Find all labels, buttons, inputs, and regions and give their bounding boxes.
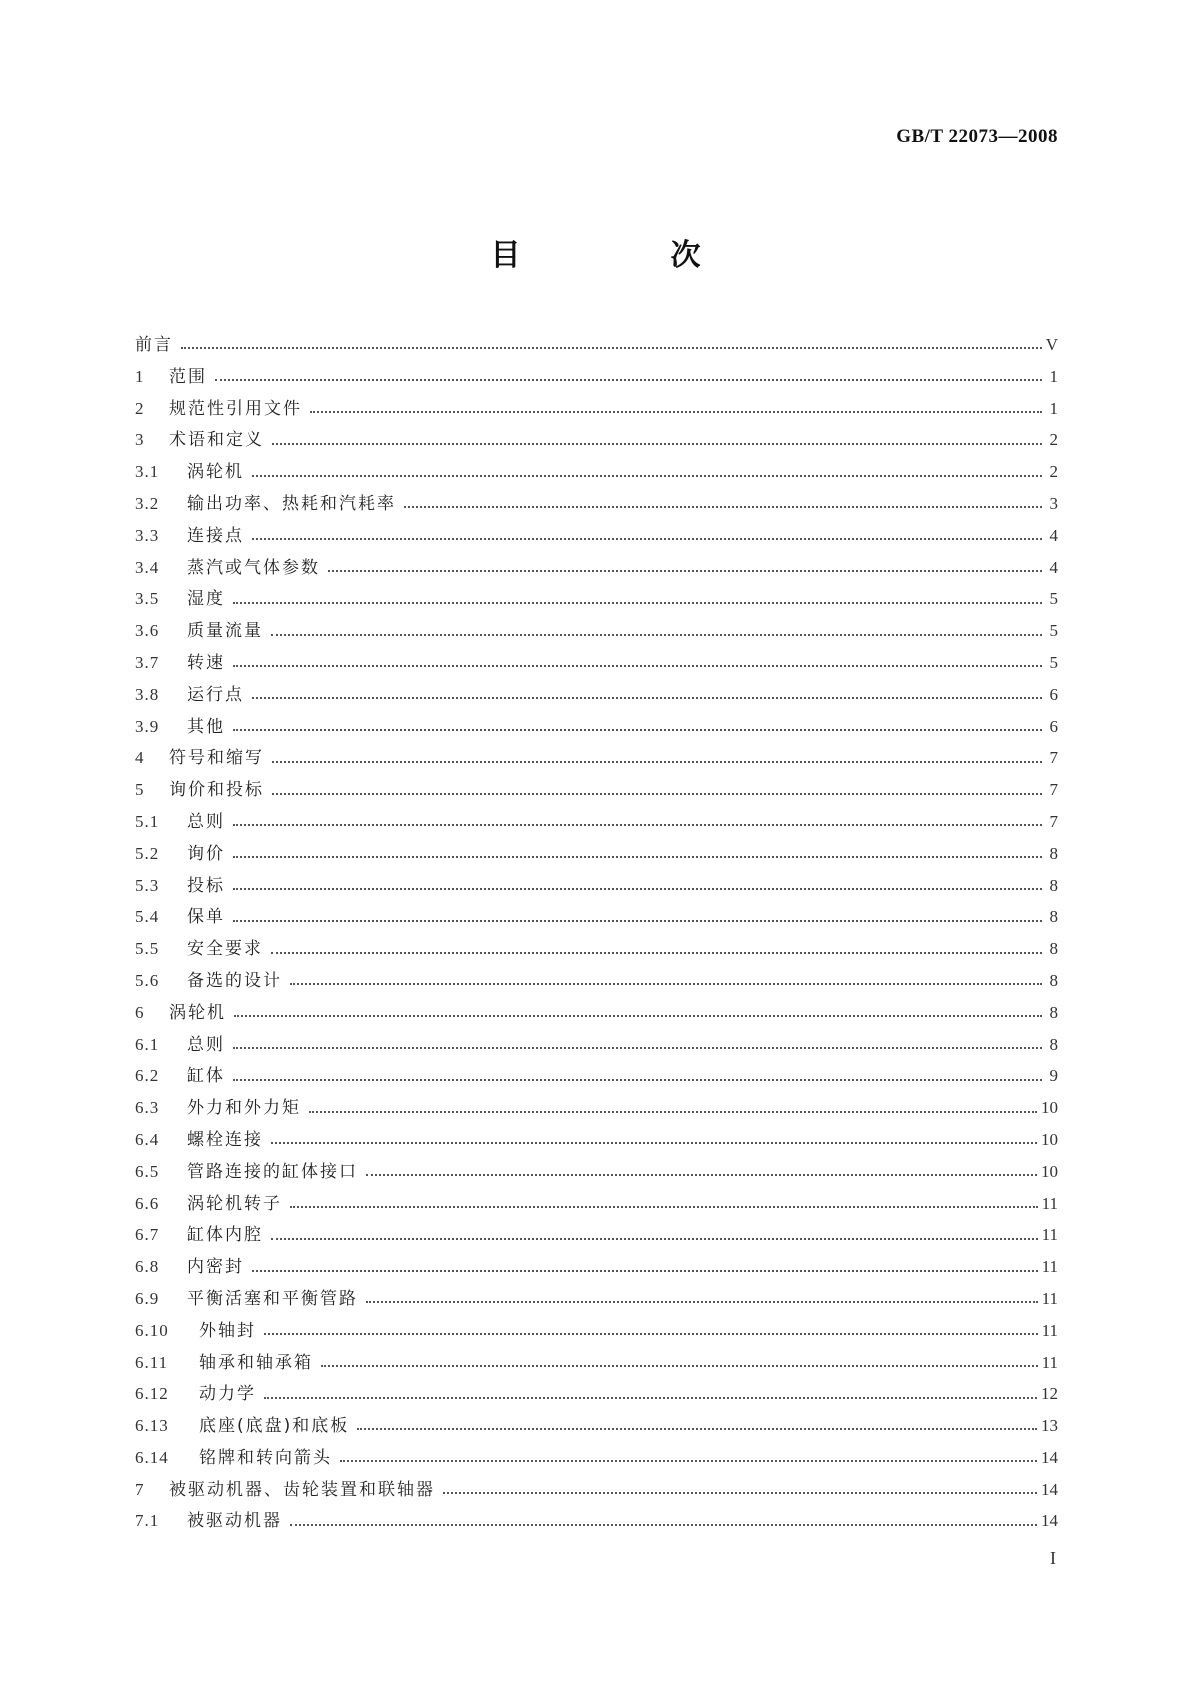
table-of-contents xyxy=(135,329,1058,1537)
toc-entry-label: 询价和投标 xyxy=(169,780,264,801)
toc-entry[interactable] xyxy=(135,711,1058,743)
toc-leader-dots xyxy=(309,1110,1037,1113)
toc-entry-label: 涡轮机 xyxy=(187,462,244,483)
toc-entry[interactable] xyxy=(135,1315,1058,1347)
toc-entry-number: 7 xyxy=(135,1479,145,1499)
toc-entry[interactable] xyxy=(135,424,1058,456)
toc-entry-page: 5 xyxy=(1049,652,1058,672)
toc-entry-page: 10 xyxy=(1041,1098,1058,1118)
toc-entry[interactable] xyxy=(135,679,1058,711)
toc-leader-dots xyxy=(328,569,1042,572)
toc-entry[interactable] xyxy=(135,1378,1058,1410)
toc-leader-dots xyxy=(271,1141,1037,1144)
toc-entry-label: 投标 xyxy=(187,875,225,896)
toc-entry-page: 8 xyxy=(1049,843,1058,863)
standard-code: GB/T 22073—2008 xyxy=(896,126,1058,147)
toc-leader-dots xyxy=(233,919,1042,922)
toc-entry-number: 7.1 xyxy=(135,1511,160,1531)
toc-entry-label: 其他 xyxy=(187,716,225,737)
toc-entry-number: 5.3 xyxy=(135,875,160,895)
toc-leader-dots xyxy=(252,696,1042,699)
toc-entry[interactable] xyxy=(135,1029,1058,1061)
toc-leader-dots xyxy=(271,1237,1038,1240)
toc-leader-dots xyxy=(264,1332,1038,1335)
toc-entry-label: 前言 xyxy=(135,335,173,355)
toc-entry-label: 总则 xyxy=(187,1034,225,1055)
toc-entry[interactable] xyxy=(135,1283,1058,1315)
toc-entry-page: 8 xyxy=(1049,1034,1058,1054)
toc-entry-label: 规范性引用文件 xyxy=(169,398,302,419)
toc-entry-label: 蒸汽或气体参数 xyxy=(187,557,320,578)
toc-entry-label: 湿度 xyxy=(187,589,225,610)
toc-leader-dots xyxy=(233,823,1042,826)
toc-entry-page: 6 xyxy=(1049,716,1058,736)
toc-entry-number: 3.6 xyxy=(135,621,160,641)
toc-entry-page: 4 xyxy=(1049,557,1058,577)
toc-entry-page: 11 xyxy=(1041,1257,1058,1277)
toc-entry-number: 6.7 xyxy=(135,1225,160,1245)
toc-entry[interactable] xyxy=(135,901,1058,933)
toc-entry[interactable] xyxy=(135,965,1058,997)
toc-leader-dots xyxy=(340,1459,1037,1462)
toc-entry-number: 5.5 xyxy=(135,939,160,959)
toc-entry[interactable] xyxy=(135,838,1058,870)
toc-entry-label: 螺栓连接 xyxy=(187,1129,263,1150)
toc-leader-dots xyxy=(252,474,1042,477)
toc-leader-dots xyxy=(290,982,1042,985)
toc-entry-number: 5 xyxy=(135,780,145,800)
toc-entry[interactable] xyxy=(135,1124,1058,1156)
toc-entry-number: 3.1 xyxy=(135,462,160,482)
toc-entry-page: 11 xyxy=(1041,1193,1058,1213)
toc-entry-page: 5 xyxy=(1049,621,1058,641)
toc-entry-number: 3 xyxy=(135,430,145,450)
toc-entry-label: 涡轮机 xyxy=(169,1002,226,1023)
toc-entry-page: 11 xyxy=(1041,1288,1058,1308)
toc-leader-dots xyxy=(264,1396,1037,1399)
toc-leader-dots xyxy=(252,537,1042,540)
toc-entry-number: 3.3 xyxy=(135,525,160,545)
toc-entry-page: 8 xyxy=(1049,970,1058,990)
toc-entry[interactable] xyxy=(135,393,1058,425)
toc-entry-label: 输出功率、热耗和汽耗率 xyxy=(187,493,396,514)
toc-entry[interactable] xyxy=(135,1347,1058,1379)
toc-entry[interactable] xyxy=(135,774,1058,806)
toc-entry[interactable] xyxy=(135,647,1058,679)
toc-entry-label: 底座(底盘)和底板 xyxy=(199,1416,350,1437)
toc-entry-page: 6 xyxy=(1049,684,1058,704)
toc-leader-dots xyxy=(233,664,1042,667)
toc-entry[interactable] xyxy=(135,488,1058,520)
toc-entry-label: 外轴封 xyxy=(199,1320,256,1341)
toc-entry-page: 13 xyxy=(1041,1416,1058,1436)
toc-leader-dots xyxy=(233,1078,1042,1081)
toc-entry-page: 7 xyxy=(1049,748,1058,768)
toc-leader-dots xyxy=(272,442,1042,445)
toc-entry-number: 6.9 xyxy=(135,1288,160,1308)
toc-entry-page: 5 xyxy=(1049,589,1058,609)
toc-entry[interactable] xyxy=(135,933,1058,965)
toc-entry-label: 涡轮机转子 xyxy=(187,1193,282,1214)
toc-entry-page: 14 xyxy=(1041,1479,1058,1499)
toc-entry-label: 动力学 xyxy=(199,1384,256,1405)
toc-entry-page: 3 xyxy=(1049,493,1058,513)
toc-entry-number: 6 xyxy=(135,1002,145,1022)
toc-entry-number: 3.7 xyxy=(135,652,160,672)
toc-entry-label: 询价 xyxy=(187,843,225,864)
toc-leader-dots xyxy=(290,1205,1038,1208)
toc-entry-label: 缸体 xyxy=(187,1066,225,1087)
toc-entry-number: 5.2 xyxy=(135,843,160,863)
toc-entry-number: 6.4 xyxy=(135,1129,160,1149)
toc-entry-label: 被驱动机器 xyxy=(187,1511,282,1532)
toc-entry-number: 6.2 xyxy=(135,1066,160,1086)
toc-entry-label: 缸体内腔 xyxy=(187,1225,263,1246)
toc-leader-dots xyxy=(271,951,1042,954)
toc-entry-label: 管路连接的缸体接口 xyxy=(187,1161,358,1182)
toc-entry[interactable] xyxy=(135,1251,1058,1283)
toc-entry-label: 连接点 xyxy=(187,525,244,546)
toc-entry-number: 1 xyxy=(135,366,145,386)
toc-entry-label: 平衡活塞和平衡管路 xyxy=(187,1288,358,1309)
toc-entry-number: 6.11 xyxy=(135,1352,169,1372)
toc-entry-page: 4 xyxy=(1049,525,1058,545)
toc-entry-page: 8 xyxy=(1049,1002,1058,1022)
toc-entry-page: 8 xyxy=(1049,939,1058,959)
toc-entry-number: 6.8 xyxy=(135,1257,160,1277)
toc-entry-page: 10 xyxy=(1041,1161,1058,1181)
toc-entry-number: 3.9 xyxy=(135,716,160,736)
toc-entry-label: 被驱动机器、齿轮装置和联轴器 xyxy=(169,1479,435,1500)
page-number: I xyxy=(1050,1548,1056,1568)
toc-entry-page: 12 xyxy=(1041,1384,1058,1404)
toc-leader-dots xyxy=(233,855,1042,858)
toc-entry-page: 2 xyxy=(1049,462,1058,482)
toc-entry[interactable] xyxy=(135,456,1058,488)
toc-entry-page: 10 xyxy=(1041,1129,1058,1149)
toc-entry-label: 总则 xyxy=(187,811,225,832)
toc-leader-dots xyxy=(252,1269,1038,1272)
toc-entry-label: 轴承和轴承箱 xyxy=(199,1352,313,1373)
toc-entry-label: 术语和定义 xyxy=(169,430,264,451)
toc-leader-dots xyxy=(404,505,1042,508)
toc-entry-number: 6.14 xyxy=(135,1447,169,1467)
toc-leader-dots xyxy=(233,887,1042,890)
toc-entry-page: 11 xyxy=(1041,1320,1058,1340)
toc-entry-label: 保单 xyxy=(187,907,225,928)
toc-entry-label: 质量流量 xyxy=(187,621,263,642)
toc-entry-label: 符号和缩写 xyxy=(169,748,264,769)
toc-entry[interactable] xyxy=(135,329,1058,361)
toc-entry[interactable] xyxy=(135,742,1058,774)
toc-entry-number: 6.3 xyxy=(135,1098,160,1118)
toc-entry[interactable] xyxy=(135,1156,1058,1188)
toc-entry[interactable] xyxy=(135,552,1058,584)
toc-leader-dots xyxy=(443,1491,1037,1494)
toc-leader-dots xyxy=(233,601,1042,604)
toc-entry[interactable] xyxy=(135,1474,1058,1506)
toc-entry-number: 6.12 xyxy=(135,1384,169,1404)
toc-entry-page: 8 xyxy=(1049,907,1058,927)
toc-leader-dots xyxy=(272,792,1042,795)
toc-entry[interactable] xyxy=(135,1092,1058,1124)
toc-entry-label: 转速 xyxy=(187,652,225,673)
toc-entry[interactable] xyxy=(135,1410,1058,1442)
toc-leader-dots xyxy=(366,1300,1038,1303)
page-title: 目 次 xyxy=(490,238,761,273)
toc-entry-number: 3.2 xyxy=(135,493,160,513)
toc-entry-page: 9 xyxy=(1049,1066,1058,1086)
toc-entry-page: 1 xyxy=(1049,366,1058,386)
toc-leader-dots xyxy=(290,1523,1037,1526)
toc-entry[interactable] xyxy=(135,1505,1058,1537)
toc-entry-number: 6.6 xyxy=(135,1193,160,1213)
toc-entry-label: 运行点 xyxy=(187,684,244,705)
toc-entry-label: 备选的设计 xyxy=(187,970,282,991)
toc-leader-dots xyxy=(272,760,1042,763)
toc-entry-page: 11 xyxy=(1041,1352,1058,1372)
toc-entry-number: 5.1 xyxy=(135,811,160,831)
toc-entry[interactable] xyxy=(135,361,1058,393)
toc-entry[interactable] xyxy=(135,997,1058,1029)
toc-entry[interactable] xyxy=(135,1219,1058,1251)
toc-leader-dots xyxy=(357,1427,1037,1430)
toc-entry-page: 7 xyxy=(1049,811,1058,831)
toc-entry-label: 内密封 xyxy=(187,1257,244,1278)
toc-leader-dots xyxy=(271,633,1042,636)
toc-leader-dots xyxy=(234,1014,1042,1017)
toc-entry-number: 6.5 xyxy=(135,1161,160,1181)
toc-entry[interactable] xyxy=(135,583,1058,615)
toc-entry-label: 范围 xyxy=(169,366,207,387)
toc-entry-number: 6.10 xyxy=(135,1320,169,1340)
toc-entry[interactable] xyxy=(135,870,1058,902)
toc-leader-dots xyxy=(366,1173,1037,1176)
toc-entry-label: 外力和外力矩 xyxy=(187,1098,301,1119)
toc-leader-dots xyxy=(310,410,1042,413)
toc-leader-dots xyxy=(181,346,1042,349)
toc-entry-page: 1 xyxy=(1049,398,1058,418)
toc-entry-number: 2 xyxy=(135,398,145,418)
toc-entry-number: 4 xyxy=(135,748,145,768)
toc-leader-dots xyxy=(321,1364,1038,1367)
toc-entry-number: 5.4 xyxy=(135,907,160,927)
toc-leader-dots xyxy=(215,378,1042,381)
toc-entry-page: 8 xyxy=(1049,875,1058,895)
toc-entry-number: 3.4 xyxy=(135,557,160,577)
toc-entry-number: 6.13 xyxy=(135,1416,169,1436)
toc-entry[interactable] xyxy=(135,806,1058,838)
toc-entry[interactable] xyxy=(135,1442,1058,1474)
toc-entry-page: 11 xyxy=(1041,1225,1058,1245)
toc-entry-number: 5.6 xyxy=(135,970,160,990)
toc-entry-number: 3.8 xyxy=(135,684,160,704)
toc-entry-page: 7 xyxy=(1049,780,1058,800)
toc-entry[interactable] xyxy=(135,1188,1058,1220)
toc-entry-label: 铭牌和转向箭头 xyxy=(199,1447,332,1468)
toc-entry-page: 2 xyxy=(1049,430,1058,450)
toc-entry[interactable] xyxy=(135,520,1058,552)
toc-entry-page: 14 xyxy=(1041,1511,1058,1531)
toc-leader-dots xyxy=(233,1046,1042,1049)
toc-entry-number: 3.5 xyxy=(135,589,160,609)
toc-entry-page: V xyxy=(1045,335,1058,354)
toc-leader-dots xyxy=(233,728,1042,731)
toc-entry[interactable] xyxy=(135,1060,1058,1092)
toc-entry[interactable] xyxy=(135,615,1058,647)
toc-entry-number: 6.1 xyxy=(135,1034,160,1054)
toc-entry-label: 安全要求 xyxy=(187,939,263,960)
toc-entry-page: 14 xyxy=(1041,1447,1058,1467)
